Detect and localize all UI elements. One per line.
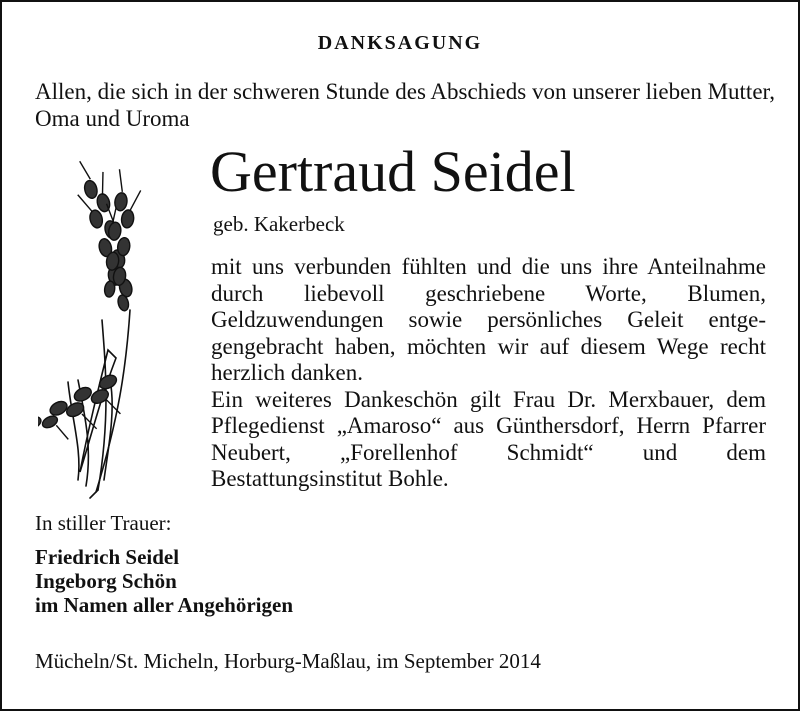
notice-heading: DANKSAGUNG <box>317 32 483 54</box>
thanks-body <box>211 254 766 493</box>
place-date: Mücheln/St. Micheln, Horburg-Maßlau, im September 2014 <box>35 649 541 673</box>
wheat-ears-illustration <box>38 150 208 500</box>
mourners-list <box>35 545 293 617</box>
maiden-name: geb. Kakerbeck <box>213 212 345 236</box>
mourner-name: Ingeborg Schön <box>35 569 177 593</box>
mourner-name: Friedrich Seidel <box>35 545 180 569</box>
mourning-label: In stiller Trauer: <box>35 511 172 535</box>
mourner-name: im Namen aller Angehörigen <box>35 593 294 617</box>
thanks-paragraph: mit uns verbunden fühlten und die uns ihre Anteilnahme durch liebevoll geschriebene Worte, Blumen, Geldzuwendungen sowie persönliches Geleit entgegengebracht haben, möchten wir auf diesem Wege recht herzlich danken. <box>211 254 766 385</box>
deceased-name: Gertraud Seidel <box>210 139 576 204</box>
thanks-paragraph: Ein weiteres Dankeschön gilt Frau Dr. Merxbauer, dem Pflegedienst „Amaroso“ aus Günthersdorf, Herrn Pfarrer Neubert, „Forellenhof Schmidt“ und dem Bestattungsinstitut Bohle. <box>211 386 766 491</box>
intro-text: Allen, die sich in der schweren Stunde des Abschieds von unserer lieben Mutter, Oma und Uroma <box>35 79 776 131</box>
